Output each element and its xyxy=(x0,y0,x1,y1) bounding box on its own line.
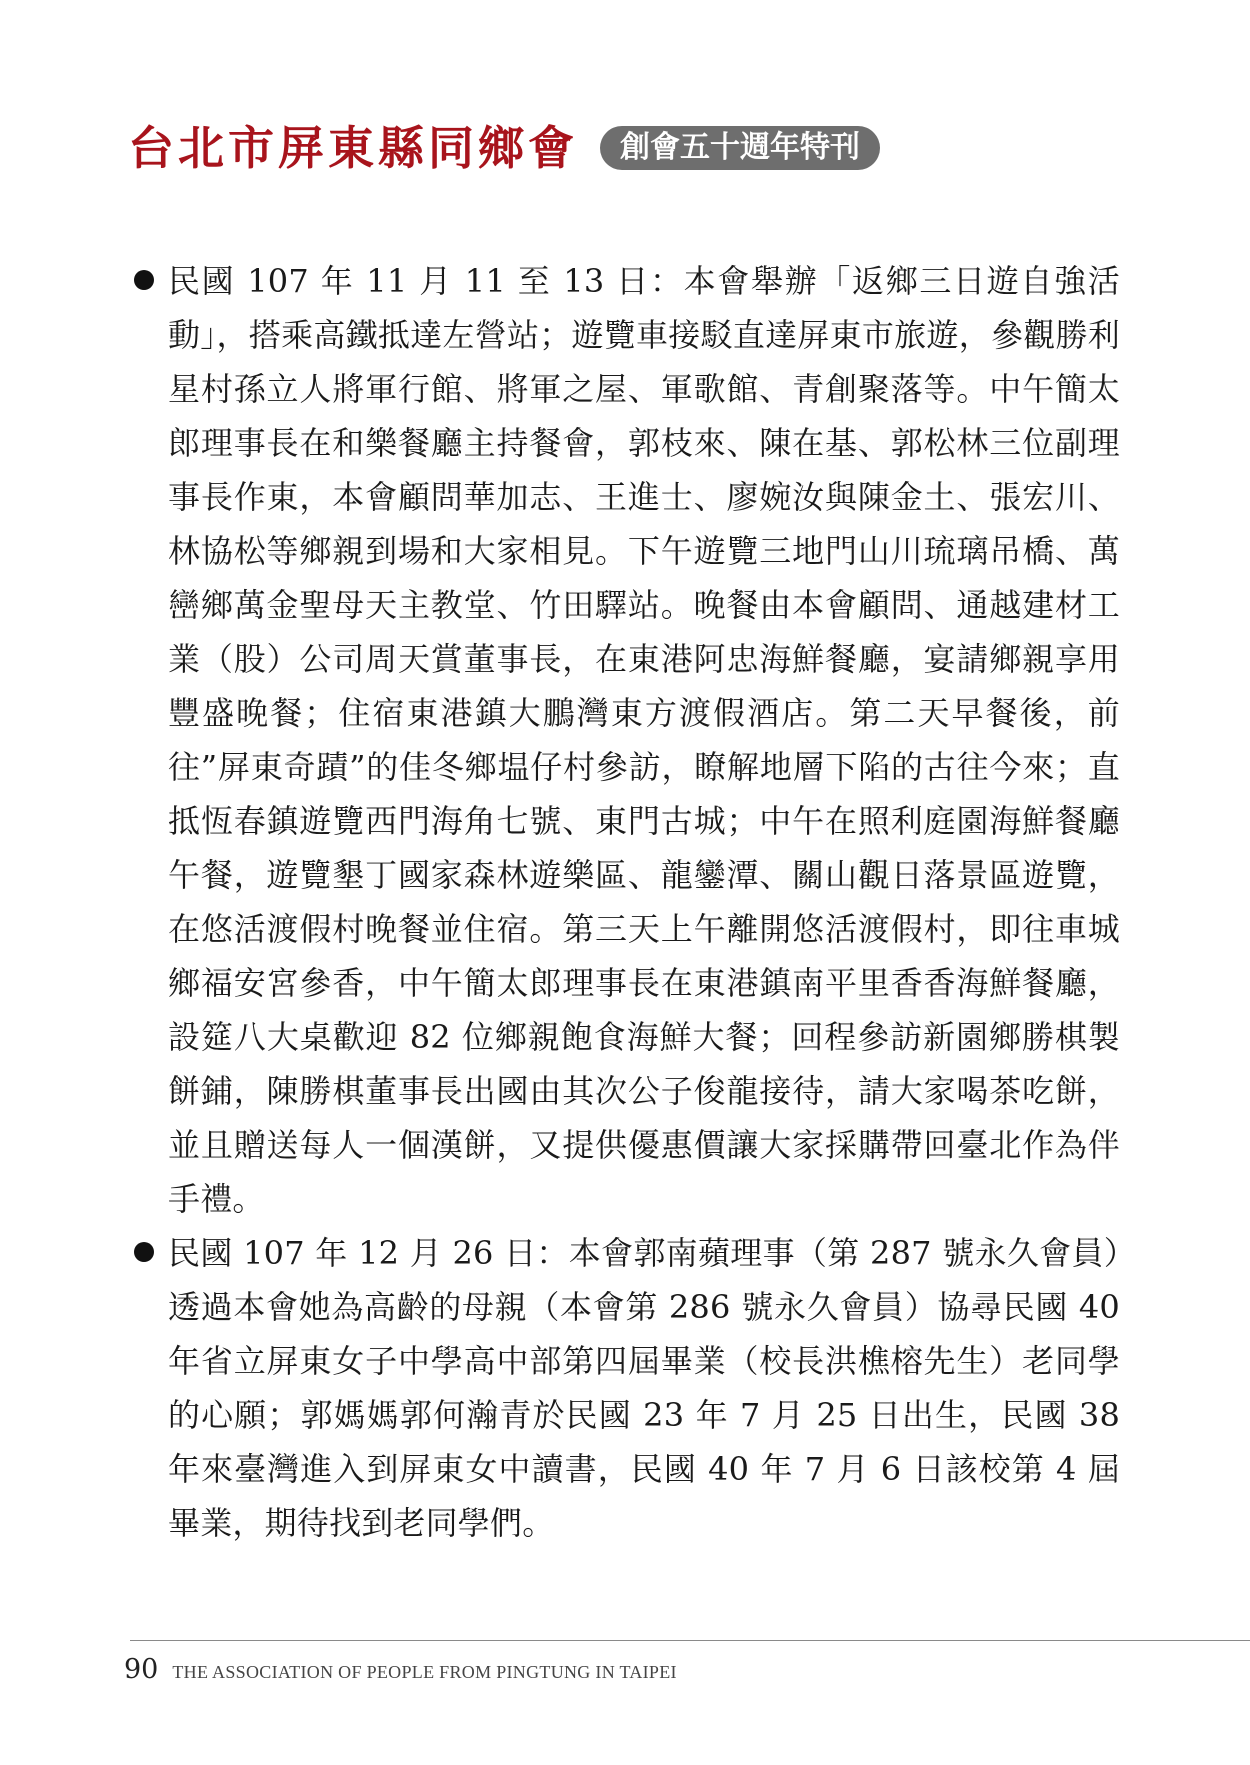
page-header xyxy=(128,118,880,178)
issue-badge: 創會五十週年特刊 xyxy=(600,126,880,170)
footer-title: THE ASSOCIATION OF PEOPLE FROM PINGTUNG IN TAIPEI xyxy=(172,1662,677,1682)
article-body xyxy=(130,254,1120,1550)
bullet-icon xyxy=(134,1242,154,1262)
bullet-icon xyxy=(134,270,154,290)
page-number: 90 xyxy=(124,1654,159,1685)
list-item xyxy=(130,1226,1120,1550)
publication-title: 台北市屏東縣同鄉會 xyxy=(128,121,578,175)
list-item-text: 民國 107 年 11 月 11 至 13 日：本會舉辦「返鄉三日遊自強活動」，搭乘高鐵抵達左營站；遊覽車接駁直達屏東市旅遊，參觀勝利星村孫立人將軍行館、將軍之屋、軍歌館、青創聚落等。中午簡太郎理事長在和樂餐廳主持餐會，郭枝來、陳在基、郭松林三位副理事長作東，本會顧問華加志、王進士、廖婉汝與陳金土、張宏川、林協松等鄉親到場和大家相見。下午遊覽三地門山川琉璃吊橋、萬巒鄉萬金聖母天主教堂、竹田驛站。晚餐由本會顧問、通越建材工業（股）公司周天賞董事長，在東港阿忠海鮮餐廳，宴請鄉親享用豐盛晚餐；住宿東港鎮大鵬灣東方渡假酒店。第二天早餐後，前往”屏東奇蹟”的佳冬鄉塭仔村參訪，瞭解地層下陷的古往今來；直抵恆春鎮遊覽西門海角七號、東門古城；中午在照利庭園海鮮餐廳午餐，遊覽墾丁國家森林遊樂區、龍鑾潭、關山觀日落景區遊覽，在悠活渡假村晚餐並住宿。第三天上午離開悠活渡假村，即往車城鄉福安宮參香，中午簡太郎理事長在東港鎮南平里香香海鮮餐廳，設筵八大桌歡迎 82 位鄉親飽食海鮮大餐；回程參訪新園鄉勝棋製餅鋪，陳勝棋董事長出國由其次公子俊龍接待，請大家喝茶吃餅，並且贈送每人一個漢餅，又提供優惠價讓大家採購帶回臺北作為伴手禮。 xyxy=(168,262,1120,1218)
list-item-text: 民國 107 年 12 月 26 日：本會郭南蘋理事（第 287 號永久會員）透過本會她為高齡的母親（本會第 286 號永久會員）協尋民國 40 年省立屏東女子中學高中部第四屆畢業（校長洪樵榕先生）老同學的心願；郭媽媽郭何瀚青於民國 23 年 7 月 25 日出生，民國 38 年來臺灣進入到屏東女中讀書，民國 40 年 7 月 6 日該校第 4 屆畢業，期待找到老同學們。 xyxy=(168,1234,1120,1542)
footer-divider xyxy=(130,1640,1250,1641)
list-item xyxy=(130,254,1120,1226)
page-footer xyxy=(124,1654,677,1685)
